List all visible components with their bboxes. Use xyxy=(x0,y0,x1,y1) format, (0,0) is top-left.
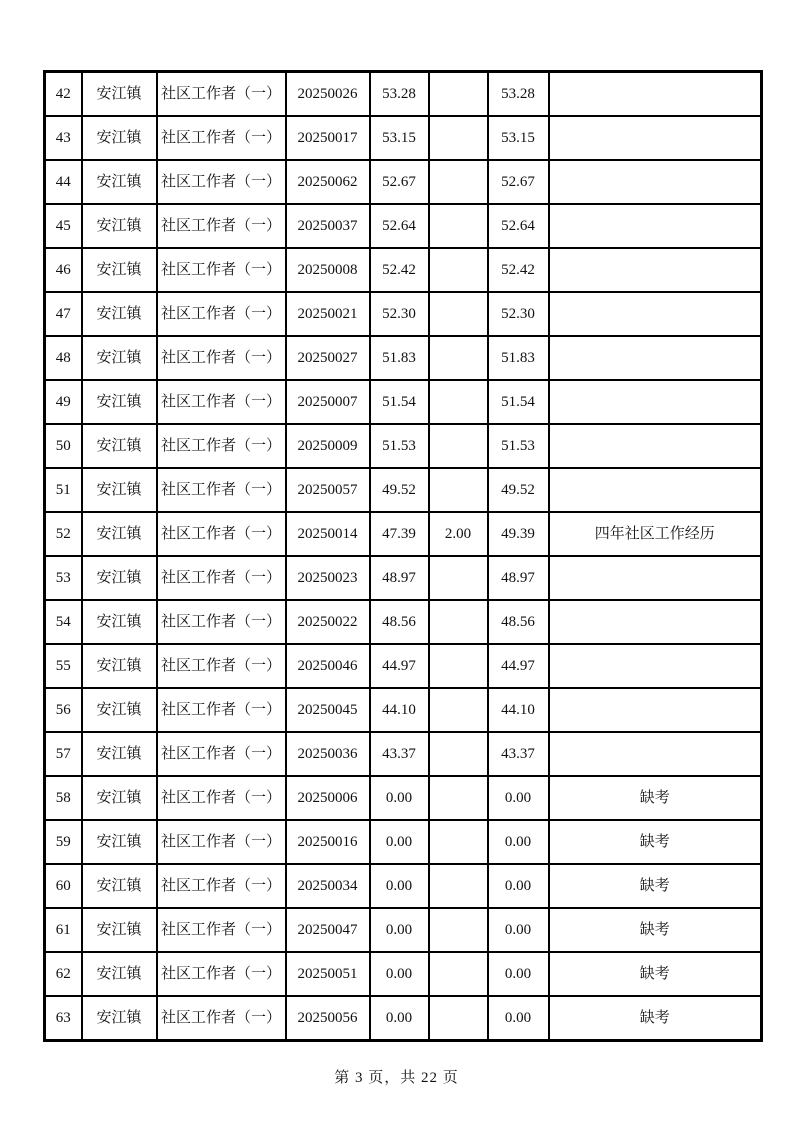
cell-position: 社区工作者（一） xyxy=(157,204,286,248)
cell-bonus-score xyxy=(429,732,488,776)
score-table xyxy=(43,70,763,1042)
cell-rank: 62 xyxy=(45,952,82,996)
cell-town: 安江镇 xyxy=(82,732,157,776)
cell-position: 社区工作者（一） xyxy=(157,380,286,424)
cell-town: 安江镇 xyxy=(82,468,157,512)
cell-written-score: 0.00 xyxy=(370,776,429,820)
cell-total-score: 0.00 xyxy=(488,908,549,952)
cell-rank: 49 xyxy=(45,380,82,424)
cell-rank: 42 xyxy=(45,72,82,117)
cell-rank: 44 xyxy=(45,160,82,204)
cell-position: 社区工作者（一） xyxy=(157,116,286,160)
cell-bonus-score xyxy=(429,908,488,952)
cell-total-score: 52.30 xyxy=(488,292,549,336)
cell-position: 社区工作者（一） xyxy=(157,336,286,380)
cell-remark xyxy=(549,732,762,776)
cell-position: 社区工作者（一） xyxy=(157,72,286,117)
cell-written-score: 44.10 xyxy=(370,688,429,732)
cell-bonus-score xyxy=(429,248,488,292)
cell-bonus-score xyxy=(429,116,488,160)
cell-town: 安江镇 xyxy=(82,864,157,908)
cell-position: 社区工作者（一） xyxy=(157,600,286,644)
table-row xyxy=(45,908,762,952)
cell-position: 社区工作者（一） xyxy=(157,908,286,952)
cell-bonus-score xyxy=(429,336,488,380)
table-row xyxy=(45,688,762,732)
page-number-footer: 第 3 页，共 22 页 xyxy=(334,1070,459,1086)
cell-rank: 45 xyxy=(45,204,82,248)
cell-bonus-score xyxy=(429,72,488,117)
cell-remark xyxy=(549,556,762,600)
cell-written-score: 51.54 xyxy=(370,380,429,424)
cell-bonus-score xyxy=(429,776,488,820)
cell-exam-number: 20250021 xyxy=(286,292,370,336)
table-row xyxy=(45,556,762,600)
cell-written-score: 0.00 xyxy=(370,864,429,908)
cell-town: 安江镇 xyxy=(82,644,157,688)
cell-bonus-score xyxy=(429,820,488,864)
table-row xyxy=(45,996,762,1041)
cell-position: 社区工作者（一） xyxy=(157,776,286,820)
cell-bonus-score xyxy=(429,644,488,688)
cell-written-score: 48.56 xyxy=(370,600,429,644)
cell-rank: 50 xyxy=(45,424,82,468)
cell-remark: 缺考 xyxy=(549,864,762,908)
cell-rank: 58 xyxy=(45,776,82,820)
cell-position: 社区工作者（一） xyxy=(157,688,286,732)
cell-exam-number: 20250007 xyxy=(286,380,370,424)
cell-bonus-score xyxy=(429,556,488,600)
table-row xyxy=(45,952,762,996)
cell-total-score: 44.10 xyxy=(488,688,549,732)
cell-rank: 59 xyxy=(45,820,82,864)
cell-remark xyxy=(549,160,762,204)
cell-rank: 52 xyxy=(45,512,82,556)
cell-remark: 缺考 xyxy=(549,908,762,952)
table-row xyxy=(45,204,762,248)
cell-rank: 47 xyxy=(45,292,82,336)
cell-total-score: 48.56 xyxy=(488,600,549,644)
cell-total-score: 0.00 xyxy=(488,820,549,864)
cell-rank: 48 xyxy=(45,336,82,380)
cell-total-score: 0.00 xyxy=(488,864,549,908)
cell-position: 社区工作者（一） xyxy=(157,160,286,204)
cell-exam-number: 20250045 xyxy=(286,688,370,732)
cell-bonus-score xyxy=(429,292,488,336)
cell-written-score: 0.00 xyxy=(370,996,429,1041)
cell-remark xyxy=(549,72,762,117)
cell-position: 社区工作者（一） xyxy=(157,952,286,996)
cell-position: 社区工作者（一） xyxy=(157,644,286,688)
cell-rank: 51 xyxy=(45,468,82,512)
cell-remark xyxy=(549,380,762,424)
cell-town: 安江镇 xyxy=(82,556,157,600)
cell-total-score: 52.42 xyxy=(488,248,549,292)
cell-total-score: 53.15 xyxy=(488,116,549,160)
cell-written-score: 51.53 xyxy=(370,424,429,468)
cell-exam-number: 20250026 xyxy=(286,72,370,117)
table-row xyxy=(45,248,762,292)
cell-total-score: 0.00 xyxy=(488,776,549,820)
cell-rank: 43 xyxy=(45,116,82,160)
cell-rank: 54 xyxy=(45,600,82,644)
cell-total-score: 52.67 xyxy=(488,160,549,204)
cell-town: 安江镇 xyxy=(82,820,157,864)
cell-written-score: 0.00 xyxy=(370,952,429,996)
cell-town: 安江镇 xyxy=(82,996,157,1041)
cell-rank: 53 xyxy=(45,556,82,600)
cell-town: 安江镇 xyxy=(82,380,157,424)
cell-remark xyxy=(549,424,762,468)
table-row xyxy=(45,776,762,820)
cell-total-score: 49.52 xyxy=(488,468,549,512)
cell-written-score: 0.00 xyxy=(370,908,429,952)
cell-bonus-score xyxy=(429,688,488,732)
cell-position: 社区工作者（一） xyxy=(157,864,286,908)
cell-town: 安江镇 xyxy=(82,160,157,204)
cell-written-score: 47.39 xyxy=(370,512,429,556)
cell-remark xyxy=(549,204,762,248)
cell-exam-number: 20250014 xyxy=(286,512,370,556)
cell-rank: 57 xyxy=(45,732,82,776)
cell-exam-number: 20250046 xyxy=(286,644,370,688)
cell-remark: 四年社区工作经历 xyxy=(549,512,762,556)
cell-exam-number: 20250022 xyxy=(286,600,370,644)
table-row xyxy=(45,512,762,556)
cell-exam-number: 20250056 xyxy=(286,996,370,1041)
cell-written-score: 44.97 xyxy=(370,644,429,688)
cell-total-score: 53.28 xyxy=(488,72,549,117)
cell-position: 社区工作者（一） xyxy=(157,512,286,556)
cell-position: 社区工作者（一） xyxy=(157,820,286,864)
cell-exam-number: 20250017 xyxy=(286,116,370,160)
cell-remark xyxy=(549,468,762,512)
cell-rank: 55 xyxy=(45,644,82,688)
table-row xyxy=(45,864,762,908)
cell-total-score: 48.97 xyxy=(488,556,549,600)
table-row xyxy=(45,732,762,776)
cell-bonus-score xyxy=(429,424,488,468)
cell-total-score: 0.00 xyxy=(488,996,549,1041)
cell-town: 安江镇 xyxy=(82,424,157,468)
cell-written-score: 52.30 xyxy=(370,292,429,336)
cell-remark: 缺考 xyxy=(549,776,762,820)
cell-remark xyxy=(549,644,762,688)
cell-exam-number: 20250034 xyxy=(286,864,370,908)
cell-bonus-score xyxy=(429,204,488,248)
cell-total-score: 44.97 xyxy=(488,644,549,688)
cell-exam-number: 20250009 xyxy=(286,424,370,468)
cell-town: 安江镇 xyxy=(82,204,157,248)
table-row xyxy=(45,292,762,336)
cell-remark xyxy=(549,116,762,160)
cell-bonus-score xyxy=(429,864,488,908)
cell-written-score: 52.67 xyxy=(370,160,429,204)
cell-exam-number: 20250062 xyxy=(286,160,370,204)
cell-position: 社区工作者（一） xyxy=(157,556,286,600)
cell-remark: 缺考 xyxy=(549,996,762,1041)
cell-remark xyxy=(549,336,762,380)
table-row xyxy=(45,160,762,204)
cell-exam-number: 20250037 xyxy=(286,204,370,248)
cell-rank: 46 xyxy=(45,248,82,292)
cell-total-score: 51.83 xyxy=(488,336,549,380)
cell-rank: 56 xyxy=(45,688,82,732)
cell-total-score: 49.39 xyxy=(488,512,549,556)
cell-town: 安江镇 xyxy=(82,248,157,292)
cell-exam-number: 20250036 xyxy=(286,732,370,776)
cell-written-score: 52.42 xyxy=(370,248,429,292)
cell-town: 安江镇 xyxy=(82,512,157,556)
cell-position: 社区工作者（一） xyxy=(157,248,286,292)
cell-position: 社区工作者（一） xyxy=(157,424,286,468)
cell-town: 安江镇 xyxy=(82,600,157,644)
cell-exam-number: 20250008 xyxy=(286,248,370,292)
cell-remark xyxy=(549,248,762,292)
cell-bonus-score xyxy=(429,600,488,644)
cell-position: 社区工作者（一） xyxy=(157,996,286,1041)
cell-written-score: 53.15 xyxy=(370,116,429,160)
cell-position: 社区工作者（一） xyxy=(157,468,286,512)
cell-written-score: 52.64 xyxy=(370,204,429,248)
cell-total-score: 0.00 xyxy=(488,952,549,996)
cell-remark xyxy=(549,688,762,732)
score-table-body xyxy=(45,72,762,1041)
cell-exam-number: 20250051 xyxy=(286,952,370,996)
cell-rank: 60 xyxy=(45,864,82,908)
cell-bonus-score xyxy=(429,160,488,204)
cell-written-score: 53.28 xyxy=(370,72,429,117)
cell-remark xyxy=(549,600,762,644)
cell-town: 安江镇 xyxy=(82,116,157,160)
cell-total-score: 51.53 xyxy=(488,424,549,468)
cell-town: 安江镇 xyxy=(82,336,157,380)
cell-exam-number: 20250057 xyxy=(286,468,370,512)
cell-bonus-score xyxy=(429,468,488,512)
table-row xyxy=(45,600,762,644)
table-row xyxy=(45,380,762,424)
cell-written-score: 0.00 xyxy=(370,820,429,864)
cell-town: 安江镇 xyxy=(82,908,157,952)
cell-position: 社区工作者（一） xyxy=(157,732,286,776)
cell-written-score: 48.97 xyxy=(370,556,429,600)
table-row xyxy=(45,644,762,688)
cell-remark: 缺考 xyxy=(549,952,762,996)
cell-rank: 61 xyxy=(45,908,82,952)
cell-total-score: 43.37 xyxy=(488,732,549,776)
cell-town: 安江镇 xyxy=(82,776,157,820)
cell-bonus-score xyxy=(429,996,488,1041)
cell-town: 安江镇 xyxy=(82,72,157,117)
cell-remark xyxy=(549,292,762,336)
cell-rank: 63 xyxy=(45,996,82,1041)
cell-remark: 缺考 xyxy=(549,820,762,864)
cell-bonus-score xyxy=(429,952,488,996)
cell-total-score: 52.64 xyxy=(488,204,549,248)
cell-town: 安江镇 xyxy=(82,688,157,732)
cell-exam-number: 20250047 xyxy=(286,908,370,952)
table-row xyxy=(45,116,762,160)
table-row xyxy=(45,72,762,117)
cell-written-score: 49.52 xyxy=(370,468,429,512)
cell-exam-number: 20250023 xyxy=(286,556,370,600)
table-row xyxy=(45,336,762,380)
cell-exam-number: 20250006 xyxy=(286,776,370,820)
table-row xyxy=(45,424,762,468)
cell-exam-number: 20250027 xyxy=(286,336,370,380)
cell-written-score: 51.83 xyxy=(370,336,429,380)
table-row xyxy=(45,468,762,512)
cell-bonus-score xyxy=(429,380,488,424)
cell-bonus-score: 2.00 xyxy=(429,512,488,556)
cell-total-score: 51.54 xyxy=(488,380,549,424)
cell-town: 安江镇 xyxy=(82,952,157,996)
cell-position: 社区工作者（一） xyxy=(157,292,286,336)
cell-exam-number: 20250016 xyxy=(286,820,370,864)
cell-town: 安江镇 xyxy=(82,292,157,336)
table-row xyxy=(45,820,762,864)
cell-written-score: 43.37 xyxy=(370,732,429,776)
